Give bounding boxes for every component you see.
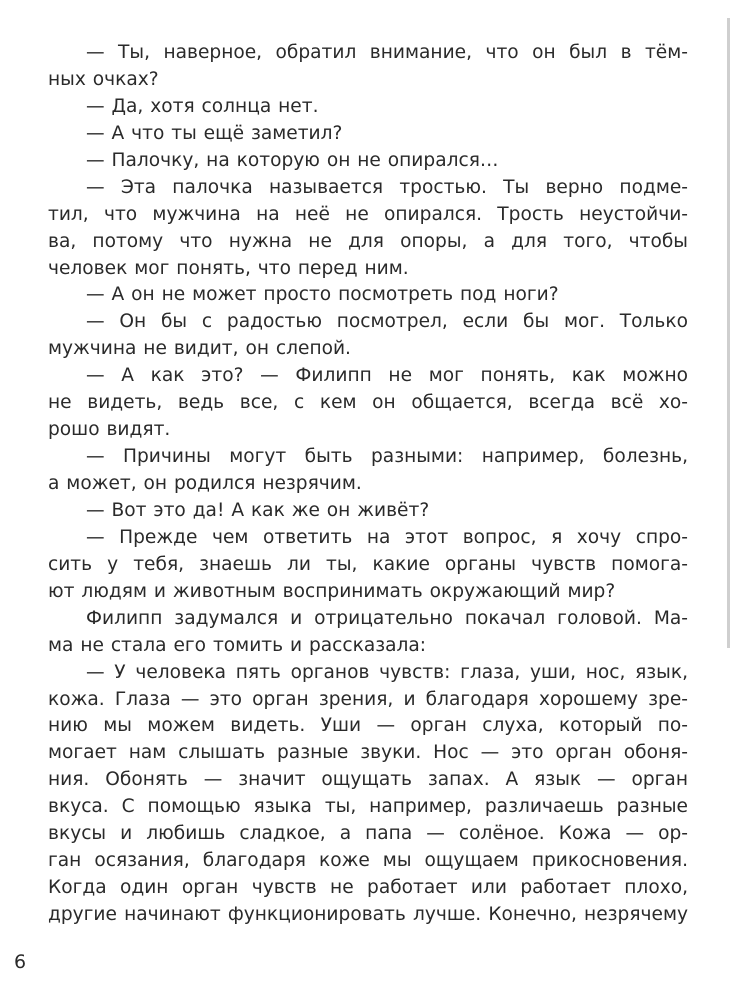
text-line: не видеть, ведь все, с кем он общается, всегда всё хо-: [48, 392, 688, 414]
text-line: — Эта палочка называется тростью. Ты верно подме-: [86, 176, 688, 198]
text-line: кожа. Глаза — это орган зрения, и благодаря хорошему зре-: [48, 688, 688, 710]
text-line: — А что ты ещё заметил?: [86, 122, 343, 144]
text-line: — А как это? — Филипп не мог понять, как можно: [86, 365, 688, 387]
text-line: — Прежде чем ответить на этот вопрос, я хочу спро-: [86, 526, 688, 548]
text-line: ных очках?: [48, 68, 159, 90]
text-line: другие начинают функционировать лучше. Конечно, незрячему: [48, 904, 688, 925]
text-line: — Вот это да! А как же он живёт?: [86, 499, 430, 521]
text-line: — Да, хотя солнца нет.: [86, 95, 319, 117]
text-line: мужчина не видит, он слепой.: [48, 338, 351, 360]
text-line: — Палочку, на которую он не опирался…: [86, 149, 499, 171]
page-number: 6: [14, 951, 27, 973]
text-line: рошо видят.: [48, 419, 171, 441]
text-line: — Он бы с радостью посмотрел, если бы мог. Только: [86, 311, 688, 333]
text-line: ют людям и животным воспринимать окружающий мир?: [48, 580, 616, 602]
text-line: человек мог понять, что перед ним.: [48, 257, 409, 279]
text-line: а может, он родился незрячим.: [48, 473, 362, 494]
text-line: вкусы и любишь сладкое, а папа — солёное. Кожа — ор-: [48, 823, 688, 845]
text-line: — Причины могут быть разными: например, болезнь,: [86, 446, 688, 468]
text-line: нию мы можем видеть. Уши — орган слуха, который по-: [48, 715, 688, 737]
text-line: тил, что мужчина на неё не опирался. Трость неустойчи-: [48, 203, 688, 225]
text-line: — Ты, наверное, обратил внимание, что он был в тём-: [86, 42, 688, 63]
text-line: — У человека пять органов чувств: глаза, уши, нос, язык,: [86, 661, 688, 683]
text-line: ма не стала его томить и рассказала:: [48, 634, 427, 656]
text-line: ган осязания, благодаря коже мы ощущаем прикосновения.: [48, 850, 688, 872]
text-line: — А он не может просто посмотреть под ноги?: [86, 284, 559, 306]
text-line: Филипп задумался и отрицательно покачал головой. Ма-: [86, 607, 688, 629]
body-text: [48, 40, 688, 929]
text-line: вкуса. С помощью языка ты, например, различаешь разные: [48, 796, 688, 818]
text-line: ва, потому что нужна не для опоры, а для того, чтобы: [48, 230, 688, 252]
text-line: Когда один орган чувств не работает или работает плохо,: [48, 877, 688, 899]
text-line: сить у тебя, знаешь ли ты, какие органы чувств помога-: [48, 553, 688, 575]
text-line: ния. Обонять — значит ощущать запах. А язык — орган: [48, 769, 688, 791]
text-line: могает нам слышать разные звуки. Нос — это орган обоня-: [48, 742, 688, 764]
